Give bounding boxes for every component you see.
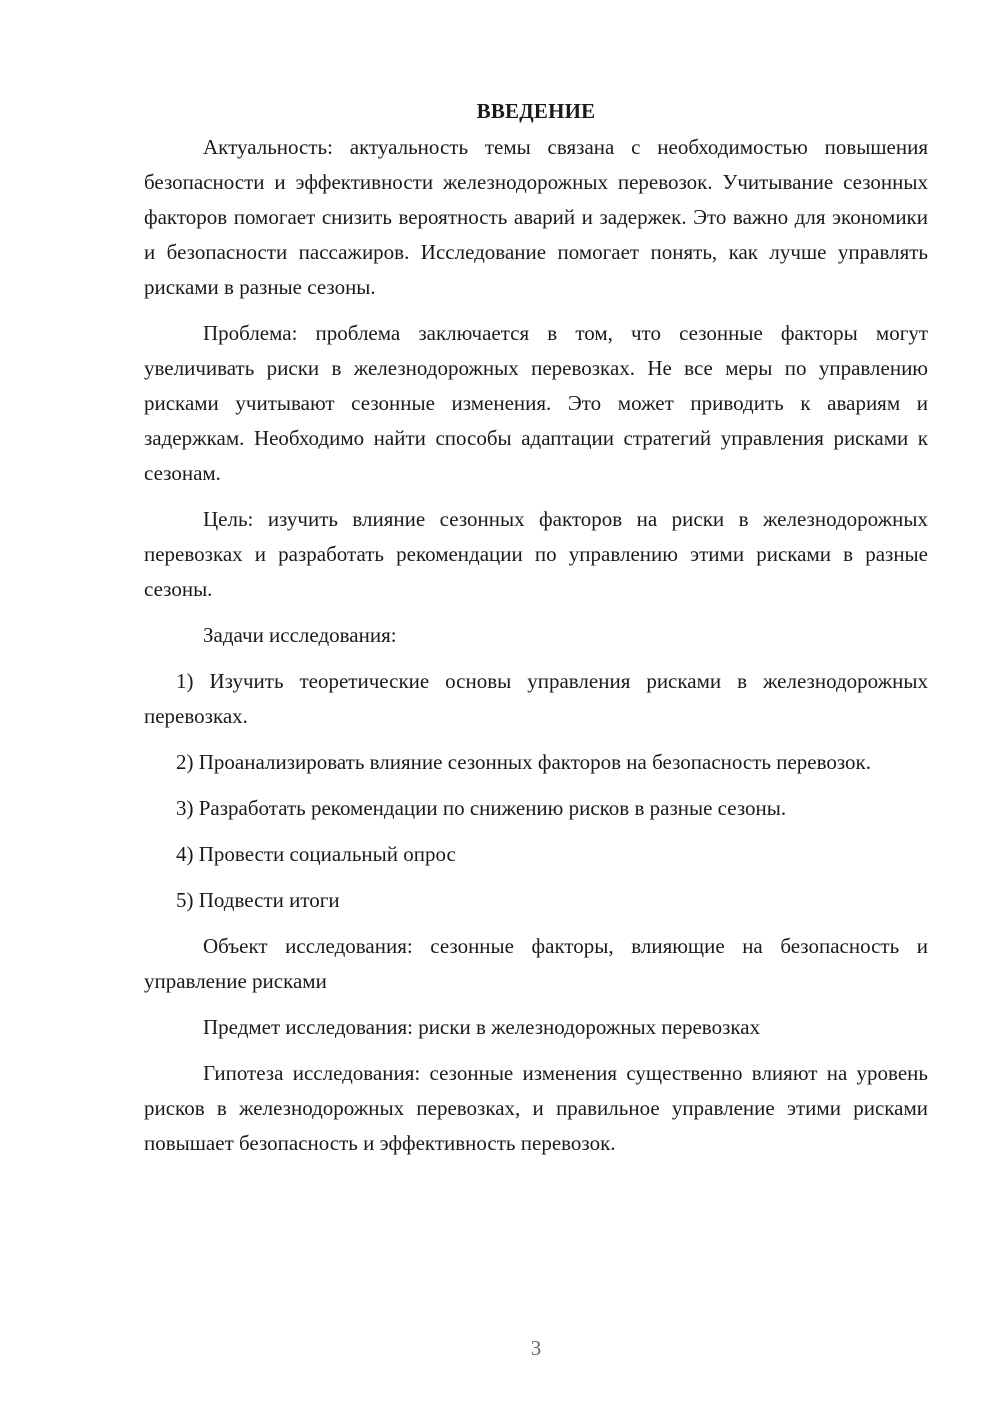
task-item-5: 5) Подвести итоги — [176, 888, 340, 912]
task-item-2: 2) Проанализировать влияние сезонных факторов на безопасность перевозок. — [176, 750, 871, 774]
paragraph-object: Объект исследования: сезонные факторы, влияющие на безопасность и управление рисками — [144, 934, 928, 993]
section-title: ВВЕДЕНИЕ — [476, 99, 596, 123]
paragraph-hypothesis: Гипотеза исследования: сезонные изменения существенно влияют на уровень рисков в железнодорожных перевозках, и правильное управление этими рисками повышает безопасность и эффективность перевозок. — [144, 1061, 928, 1155]
page-number: 3 — [530, 1336, 542, 1360]
paragraph-relevance: Актуальность: актуальность темы связана с необходимостью повышения безопасности и эффективности железнодорожных перевозок. Учитывание сезонных факторов помогает снизить вероятность аварий и задержек. Это важно для экономики и безопасности пассажиров. Исследование помогает понять, как лучше управлять рисками в разные сезоны. — [144, 135, 928, 299]
paragraph-goal: Цель: изучить влияние сезонных факторов на риски в железнодорожных перевозках и разработать рекомендации по управлению этими рисками в разные сезоны. — [144, 507, 928, 601]
task-item-3: 3) Разработать рекомендации по снижению рисков в разные сезоны. — [176, 796, 787, 820]
task-item-1: 1) Изучить теоретические основы управления рисками в железнодорожных перевозках. — [144, 669, 928, 728]
tasks-heading: Задачи исследования: — [203, 623, 397, 647]
document-page — [144, 96, 928, 1172]
paragraph-subject: Предмет исследования: риски в железнодорожных перевозках — [203, 1015, 761, 1039]
task-item-4: 4) Провести социальный опрос — [176, 842, 456, 866]
paragraph-problem: Проблема: проблема заключается в том, что сезонные факторы могут увеличивать риски в железнодорожных перевозках. Не все меры по управлению рисками учитывают сезонные изменения. Это может приводить к авариям и задержкам. Необходимо найти способы адаптации стратегий управления рисками к сезонам. — [144, 321, 928, 485]
